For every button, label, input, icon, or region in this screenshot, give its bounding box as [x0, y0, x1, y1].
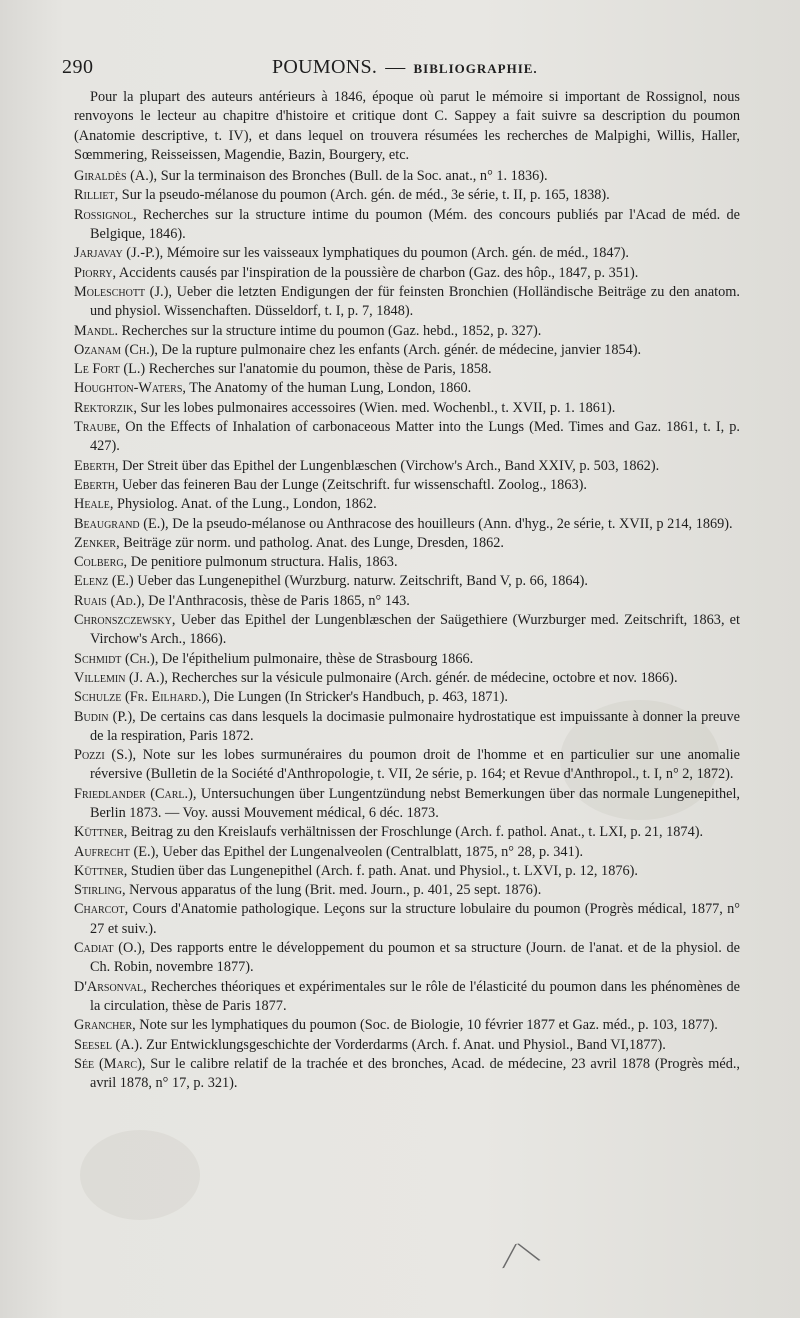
entry-text: Sur les lobes pulmonaires accessoires (Wien. med. Wochenbl., t. XVII, p. 1. 1861). — [136, 399, 616, 416]
bibliography-entry — [74, 843, 740, 862]
bibliography-entry — [74, 611, 740, 650]
paper-stain — [80, 1130, 200, 1220]
bibliography-entry — [74, 592, 740, 611]
bibliography-entry — [74, 862, 740, 881]
entry-author: Zenker, — [74, 534, 120, 551]
entry-text: Die Lungen (In Stricker's Handbuch, p. 463, 1871). — [209, 689, 508, 706]
bibliography-entry — [74, 476, 740, 495]
entry-text: Ueber das Epithel der Lungenblæschen der Saügethiere (Wurzburger med. Zeitschrift, 1863, et Virchow's Arch., 1866). — [90, 612, 740, 648]
bibliography-body — [74, 88, 740, 1093]
bibliography-entry — [74, 534, 740, 553]
entry-author: Ozanam (Ch.), — [74, 341, 158, 358]
bibliography-entry — [74, 823, 740, 842]
entry-text: Physiolog. Anat. of the Lung., London, 1862. — [113, 496, 377, 513]
entry-text: De l'Anthracosis, thèse de Paris 1865, n° 143. — [144, 592, 410, 609]
bibliography-entry — [74, 495, 740, 514]
entry-author: Budin (P.), — [74, 708, 136, 725]
bibliography-entry — [74, 900, 740, 939]
entry-text: Nervous apparatus of the lung (Brit. med. Journ., p. 401, 25 sept. 1876). — [125, 882, 542, 899]
bibliography-entry — [74, 322, 740, 341]
bibliography-entry — [74, 1055, 740, 1094]
entry-text: Beiträge zür norm. und patholog. Anat. des Lunge, Dresden, 1862. — [119, 534, 504, 551]
entry-text: Sur la terminaison des Bronches (Bull. de la Soc. anat., n° 1. 1836). — [157, 168, 548, 185]
entry-author: Beaugrand (E.), — [74, 515, 169, 532]
entry-text: Recherches sur la structure intime du poumon (Gaz. hebd., 1852, p. 327). — [118, 322, 542, 339]
entry-author: Eberth, — [74, 476, 119, 493]
bibliography-entry — [74, 785, 740, 824]
bibliography-entry — [74, 360, 740, 379]
entry-text: Mémoire sur les vaisseaux lymphatiques du poumon (Arch. gén. de méd., 1847). — [163, 245, 629, 262]
entry-text: Des rapports entre le développement du poumon et sa structure (Journ. de l'anat. et de la physiol. de Ch. Robin, novembre 1877). — [90, 940, 740, 976]
bibliography-entry — [74, 1016, 740, 1035]
bibliography-entry — [74, 186, 740, 205]
entry-text: Recherches théoriques et expérimentales sur le rôle de l'élasticité du poumon dans les phénomènes de la circulation, thèse de Paris 1877. — [90, 978, 740, 1014]
entry-author: Schmidt (Ch.), — [74, 650, 159, 667]
pencil-mark: ⟋⟍ — [497, 1236, 542, 1275]
bibliography-entry — [74, 457, 740, 476]
entry-author: Le Fort (L.) — [74, 361, 146, 378]
bibliography-entry — [74, 746, 740, 785]
bibliography-entry — [74, 939, 740, 978]
entry-text: Der Streit über das Epithel der Lungenblæschen (Virchow's Arch., Band XXIV, p. 503, 1862). — [118, 457, 660, 474]
entry-text: Zur Entwicklungsgeschichte der Vorderdarms (Arch. f. Anat. und Physiol., Band VI,1877). — [142, 1036, 666, 1053]
entry-author: Seesel (A.). — [74, 1036, 143, 1053]
entry-author: Küttner, — [74, 862, 128, 879]
entry-text: Cours d'Anatomie pathologique. Leçons sur la structure lobulaire du poumon (Progrès médical, 1877, n° 27 et suiv.). — [90, 901, 740, 937]
entry-author: Rossignol, — [74, 206, 137, 223]
entry-author: Jarjavay (J.-P.), — [74, 245, 164, 262]
bibliography-entry — [74, 553, 740, 572]
bibliography-entry — [74, 379, 740, 398]
entry-text: Untersuchungen über Lungentzündung nebst Bemerkungen über das normale Lungenepithel, Berlin 1873. — Voy. aussi Mouvement médical, 6 déc. 1873. — [90, 785, 740, 821]
entry-text: De penitiore pulmonum structura. Halis, 1863. — [127, 554, 398, 571]
bibliography-entry — [74, 418, 740, 457]
entry-author: D'Arsonval, — [74, 978, 147, 995]
entry-text: Sur le calibre relatif de la trachée et des bronches, Acad. de médecine, 23 avril 1878 (Progrès méd., avril 1878, n° 17, p. 321). — [90, 1055, 740, 1092]
entry-text: Note sur les lobes surmunéraires du poumon droit de l'homme et en particulier sur une anomalie réversive (Bulletin de la Société d'Anthropologie, t. VII, 2e série, p. 164; et Revue d'Anthropol., t. I, n° 2, 1872). — [90, 747, 740, 783]
bibliography-entry — [74, 283, 740, 322]
entry-text: Ueber das Epithel der Lungenalveolen (Centralblatt, 1875, n° 28, p. 341). — [158, 843, 584, 860]
entry-text: Studien über das Lungenepithel (Arch. f. path. Anat. und Physiol., t. LXVI, p. 12, 1876). — [127, 862, 638, 879]
entry-text: Recherches sur la structure intime du poumon (Mém. des concours publiés par l'Acad de méd. de Belgique, 1846). — [90, 206, 740, 243]
entry-author: Houghton-Waters, — [74, 380, 186, 397]
bibliography-entry — [74, 341, 740, 360]
page-number: 290 — [62, 56, 94, 78]
entry-text: De certains cas dans lesquels la docimasie pulmonaire hydrostatique est impuissante à donner la preuve de la respiration, Paris 1872. — [90, 708, 740, 744]
entry-author: Giraldès (A.), — [74, 168, 158, 185]
entry-text: Ueber das feineren Bau der Lunge (Zeitschrift. fur wissenschaftl. Zoolog., 1863). — [118, 476, 587, 493]
entry-author: Pozzi (S.), — [74, 747, 137, 764]
bibliography-entry — [74, 1036, 740, 1055]
entry-author: Schulze (Fr. Eilhard.), — [74, 689, 210, 706]
entry-author: Rilliet, — [74, 187, 119, 204]
entry-text: Ueber das Lungenepithel (Wurzburg. naturw. Zeitschrift, Band V, p. 66, 1864). — [133, 573, 588, 590]
bibliography-entry — [74, 399, 740, 418]
entry-author: Traube, — [74, 419, 121, 436]
entry-text: Beitrag zu den Kreislaufs verhältnissen der Froschlunge (Arch. f. pathol. Anat., t. LXI, p. 21, 1874). — [127, 824, 704, 841]
bibliography-entry — [74, 167, 740, 186]
entry-text: De la pseudo-mélanose ou Anthracose des houilleurs (Ann. d'hyg., 2e série, t. XVII, p 214, 1869). — [168, 515, 733, 532]
entry-text: On the Effects of Inhalation of carbonaceous Matter into the Lungs (Med. Times and Gaz. 1861, t. I, p. 427). — [90, 419, 740, 455]
section-title: POUMONS. — [272, 56, 378, 78]
title-dash: — — [385, 56, 406, 78]
entry-author: Villemin (J. A.), — [74, 669, 168, 686]
entry-author: Colberg, — [74, 554, 128, 571]
bibliography-entry — [74, 669, 740, 688]
entry-author: Aufrecht (E.), — [74, 843, 159, 860]
entry-text: Accidents causés par l'inspiration de la poussière de charbon (Gaz. des hôp., 1847, p. 351). — [116, 264, 639, 281]
intro-paragraph: Pour la plupart des auteurs antérieurs à 1846, époque où parut le mémoire si important de Rossignol, nous renvoyons le lecteur au chapitre d'histoire et critique dont C. Sappey a fait suivre sa description du poumon (Anatomie descriptive, t. IV), et dans lequel on trouvera résumées les recherches de Malpighi, Willis, Haller, Sœmmering, Reisseissen, Magendie, Bazin, Bourgery, etc. — [74, 89, 740, 163]
entry-author: Heale, — [74, 496, 114, 513]
entry-author: Grancher, — [74, 1017, 136, 1034]
bibliography-entry — [74, 881, 740, 900]
running-title — [272, 56, 538, 79]
entry-author: Cadiat (O.), — [74, 940, 146, 957]
bibliography-entry — [74, 244, 740, 263]
entry-author: Elenz (E.) — [74, 573, 134, 590]
section-subtitle: BIBLIOGRAPHIE. — [413, 61, 538, 76]
bibliography-entry — [74, 978, 740, 1017]
entry-author: Mandl. — [74, 322, 119, 339]
entry-author: Küttner, — [74, 824, 128, 841]
entry-text: Sur la pseudo-mélanose du poumon (Arch. gén. de méd., 3e série, t. II, p. 165, 1838). — [118, 187, 610, 204]
bibliography-entry — [74, 572, 740, 591]
entry-author: Charcot, — [74, 901, 129, 918]
entry-author: Stirling, — [74, 882, 126, 899]
entry-text: De l'épithelium pulmonaire, thèse de Strasbourg 1866. — [158, 650, 474, 667]
running-header — [62, 56, 738, 82]
entry-text: De la rupture pulmonaire chez les enfants (Arch. génér. de médecine, janvier 1854). — [158, 341, 642, 358]
bibliography-entry — [74, 708, 740, 747]
entry-text: Ueber die letzten Endigungen der für feinsten Bronchien (Holländische Beiträge zu den anatom. und physiol. Wissenchaften. Düsseldorf, t. I, p. 7, 1848). — [90, 283, 740, 320]
entry-text: Recherches sur la vésicule pulmonaire (Arch. génér. de médecine, octobre et nov. 1866). — [167, 669, 678, 686]
entry-author: Sée (Marc), — [74, 1055, 146, 1072]
bibliography-entry — [74, 515, 740, 534]
entry-author: Ruais (Ad.), — [74, 592, 145, 609]
entry-author: Rektorzik, — [74, 399, 137, 416]
entry-text: The Anatomy of the human Lung, London, 1860. — [185, 380, 472, 397]
bibliography-list — [74, 167, 740, 1093]
bibliography-entry — [74, 688, 740, 707]
entry-text: Recherches sur l'anatomie du poumon, thèse de Paris, 1858. — [145, 361, 492, 378]
bibliography-entry — [74, 650, 740, 669]
entry-author: Moleschott (J.), — [74, 283, 172, 300]
entry-author: Eberth, — [74, 457, 119, 474]
bibliography-entry — [74, 206, 740, 245]
entry-text: Note sur les lymphatiques du poumon (Soc. de Biologie, 10 février 1877 et Gaz. méd., p. 103, 1877). — [135, 1017, 718, 1034]
entry-author: Piorry, — [74, 264, 117, 281]
entry-author: Chronszczewsky, — [74, 612, 176, 629]
entry-author: Friedlander (Carl.), — [74, 785, 197, 802]
bibliography-entry — [74, 264, 740, 283]
